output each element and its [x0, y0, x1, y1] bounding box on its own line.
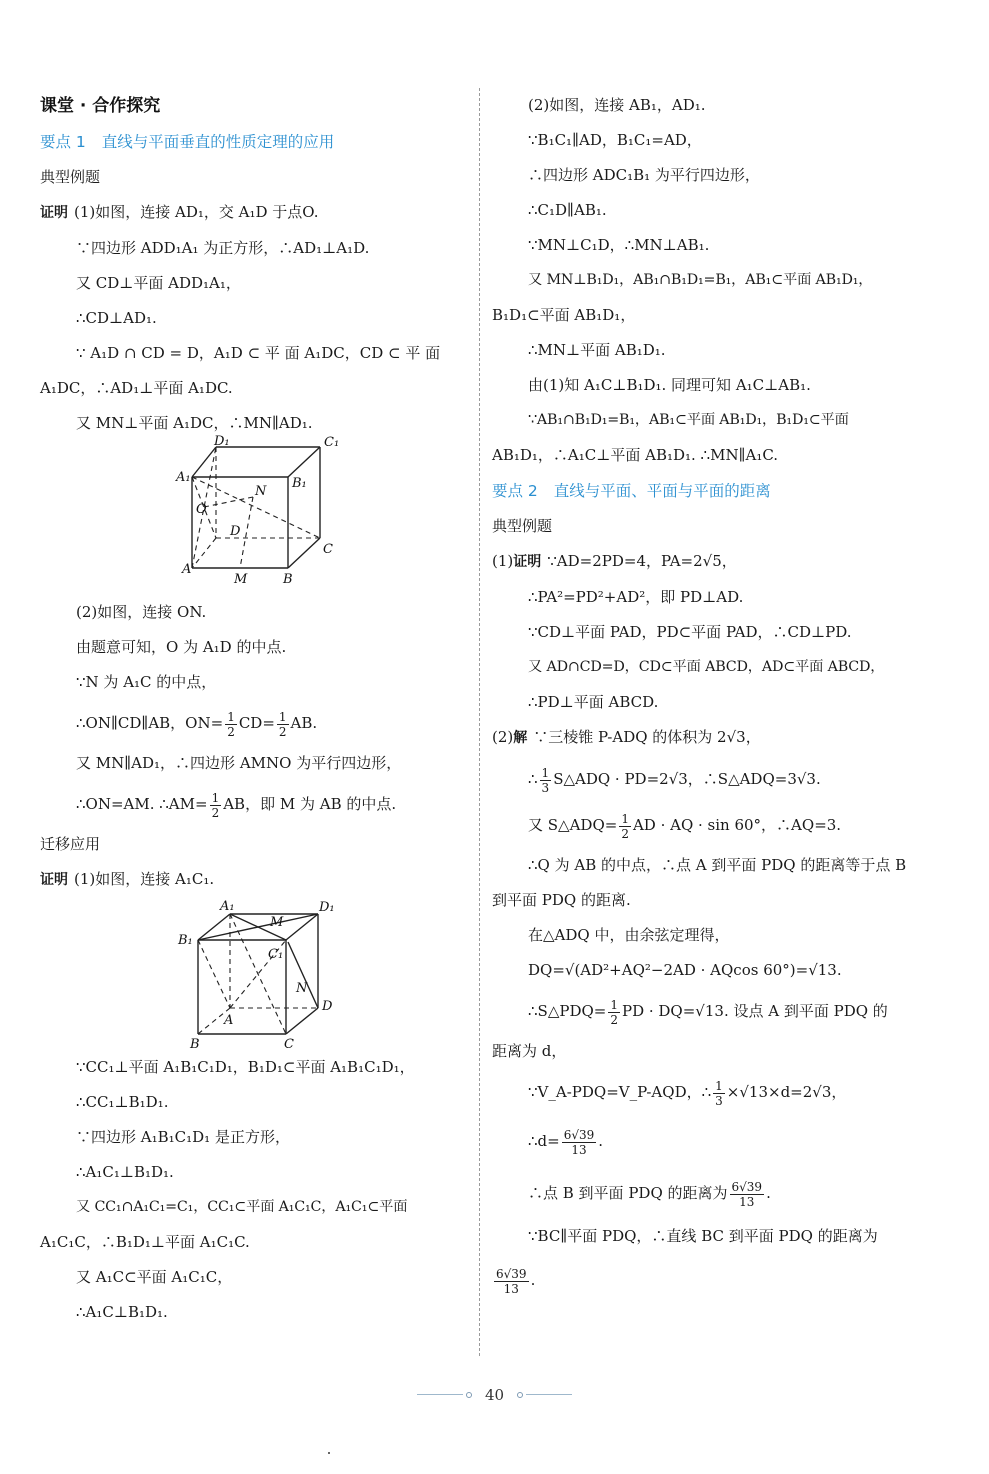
area-equation — [492, 802, 922, 848]
solution-label: 解 — [513, 730, 528, 746]
text-line: ∴四边形 ADC₁B₁ 为平行四边形， — [528, 166, 760, 184]
fig1-label-D1: D₁ — [214, 434, 230, 449]
fig1-label-A: A — [182, 562, 192, 577]
key-point-2-text: 直线与平面、平面与平面的距离 — [553, 482, 771, 500]
fig1-label-B: B — [283, 572, 293, 587]
denominator: 2 — [227, 724, 235, 739]
fraction — [225, 710, 237, 739]
volume-equation — [492, 756, 922, 802]
eq-text: . — [598, 1132, 604, 1150]
text-line: 又 A₁C⊂平面 A₁C₁C， — [76, 1268, 233, 1286]
part1-line-first — [492, 544, 922, 580]
text-line: ∵ A₁D ∩ CD = D，A₁D ⊂ 平 面 A₁DC，CD ⊂ 平 面 — [76, 344, 441, 362]
footer-dot — [466, 1392, 472, 1398]
section-title: 课堂 · 合作探究 — [40, 96, 161, 116]
eq-text: AB. — [290, 714, 318, 732]
proof-label-right: 证明 — [513, 554, 542, 570]
fig1-label-C: C — [323, 542, 333, 557]
numerator: 1 — [278, 709, 287, 724]
key-point-2-label: 要点 2 — [492, 482, 538, 500]
numerator: 1 — [211, 790, 220, 805]
footer-rule-left — [417, 1394, 463, 1395]
cube-figure-1 — [40, 434, 465, 593]
denominator: 13 — [739, 1194, 755, 1209]
fig2-label-M: M — [270, 915, 284, 930]
text-line: ∵AB₁∩B₁D₁=B₁，AB₁⊂平面 AB₁D₁，B₁D₁⊂平面 — [528, 412, 849, 428]
eq-text: AD · AQ · sin 60°，∴AQ=3. — [632, 816, 842, 834]
part-prefix: (2) — [492, 728, 514, 746]
page-footer — [0, 1384, 989, 1404]
text-line: ∴MN⊥平面 AB₁D₁. — [528, 341, 666, 359]
d-equation — [492, 1115, 922, 1167]
fig2-label-D1: D₁ — [319, 900, 335, 915]
denominator: 2 — [610, 1012, 618, 1027]
text-line: 又 CD⊥平面 ADD₁A₁， — [76, 274, 241, 292]
proof2-line-first — [40, 862, 465, 898]
numerator: 6√39 — [496, 1266, 527, 1281]
proof-label: 证明 — [40, 205, 68, 221]
example-label-right: 典型例题 — [492, 517, 553, 535]
text-line: ∵四边形 A₁B₁C₁D₁ 是正方形， — [76, 1128, 290, 1146]
text-line: 又 AD∩CD=D，CD⊂平面 ABCD，AD⊂平面 ABCD， — [528, 659, 885, 675]
text-line: 由(1)知 A₁C⊥B₁D₁. 同理可知 A₁C⊥AB₁. — [528, 376, 811, 394]
fig1-label-A1: A₁ — [176, 470, 191, 485]
numerator: 1 — [610, 997, 618, 1012]
text-line: (2)如图，连接 AB₁，AD₁. — [528, 96, 706, 114]
example-label-left: 典型例题 — [40, 168, 101, 186]
proof-text: (1)如图，连接 AD₁，交 A₁D 于点O. — [74, 203, 319, 221]
text-line: ∵四边形 ADD₁A₁ 为正方形，∴AD₁⊥A₁D. — [76, 239, 370, 257]
text-line: A₁DC，∴AD₁⊥平面 A₁DC. — [40, 379, 233, 397]
eq-text: S△ADQ · PD=2√3，∴S△ADQ=3√3. — [553, 770, 821, 788]
text-line: 到平面 PDQ 的距离. — [492, 891, 631, 909]
key-point-1-label: 要点 1 — [40, 133, 86, 151]
fig1-label-M: M — [234, 572, 248, 587]
fraction — [277, 710, 289, 739]
numerator: 1 — [715, 1078, 723, 1093]
eq-text: ∴S△PDQ= — [528, 1002, 607, 1020]
text-line: ∴Q 为 AB 的中点，∴点 A 到平面 PDQ 的距离等于点 B — [528, 856, 907, 874]
volume-equality-equation — [492, 1069, 922, 1115]
numerator: 6√39 — [563, 1127, 595, 1142]
part-prefix: (1) — [492, 552, 514, 570]
fraction — [540, 766, 552, 795]
text-line: ∴A₁C⊥B₁D₁. — [76, 1303, 168, 1321]
eq-text: . — [766, 1184, 771, 1202]
text-line: 距离为 d， — [492, 1042, 567, 1060]
proof2-text: (1)如图，连接 A₁C₁. — [74, 870, 215, 888]
text-line: 由题意可知，O 为 A₁D 的中点. — [76, 638, 287, 656]
text-line: AB₁D₁，∴A₁C⊥平面 AB₁D₁. ∴MN∥A₁C. — [492, 446, 779, 464]
text-line: 又 CC₁∩A₁C₁=C₁，CC₁⊂平面 A₁C₁C，A₁C₁⊂平面 — [76, 1199, 408, 1215]
eq-text: CD= — [238, 714, 275, 732]
text-line: ∴A₁C₁⊥B₁D₁. — [76, 1163, 174, 1181]
right-column — [492, 88, 922, 1306]
text-line: ∴PD⊥平面 ABCD. — [528, 693, 659, 711]
text-line: ∴PA²=PD²+AD²，即 PD⊥AD. — [528, 588, 744, 606]
fig2-label-A: A — [224, 1013, 234, 1028]
key-point-2-heading — [492, 473, 922, 509]
scan-speck — [328, 1452, 330, 1454]
page-number: 40 — [484, 1385, 505, 1404]
text-line: ∴CC₁⊥B₁D₁. — [76, 1093, 169, 1111]
transfer-label: 迁移应用 — [40, 835, 101, 853]
text-line: 在△ADQ 中，由余弦定理得， — [528, 926, 730, 944]
eq-text: . — [530, 1271, 536, 1289]
eq-text: ∴ON=AM. ∴AM= — [76, 795, 208, 813]
text-line: ∵MN⊥C₁D，∴MN⊥AB₁. — [528, 236, 710, 254]
fraction — [713, 1079, 725, 1108]
fig1-label-B1: B₁ — [292, 476, 307, 491]
text-line: ∵CC₁⊥平面 A₁B₁C₁D₁，B₁D₁⊂平面 A₁B₁C₁D₁， — [76, 1058, 415, 1076]
fraction — [210, 791, 222, 820]
text-line: (2)如图，连接 ON. — [76, 603, 207, 621]
distance-b-equation — [492, 1167, 922, 1219]
denominator: 3 — [541, 780, 550, 795]
on-equation — [40, 700, 465, 746]
cube-figure-2 — [40, 899, 465, 1052]
numerator: 6√39 — [731, 1179, 763, 1194]
denominator: 2 — [211, 805, 220, 820]
eq-text: AB，即 M 为 AB 的中点. — [223, 795, 397, 813]
fraction — [494, 1267, 529, 1296]
text-line: ∵B₁C₁∥AD，B₁C₁=AD， — [528, 131, 702, 149]
fraction — [730, 1180, 765, 1209]
final-answer — [492, 1254, 922, 1306]
text-line: ∵CD⊥平面 PAD，PD⊂平面 PAD，∴CD⊥PD. — [528, 623, 852, 641]
denominator: 2 — [278, 724, 287, 739]
fraction — [608, 998, 620, 1027]
fig2-label-C: C — [284, 1037, 294, 1052]
numerator: 1 — [227, 709, 235, 724]
text-line: ∵BC∥平面 PDQ，∴直线 BC 到平面 PDQ 的距离为 — [528, 1227, 878, 1245]
text-line: ∵N 为 A₁C 的中点， — [76, 673, 217, 691]
denominator: 13 — [571, 1142, 587, 1157]
fig2-label-D: D — [322, 999, 333, 1014]
text-line: ∴CD⊥AD₁. — [76, 309, 157, 327]
eq-text: ∴d= — [528, 1132, 560, 1150]
text-line: 又 MN⊥B₁D₁，AB₁∩B₁D₁=B₁，AB₁⊂平面 AB₁D₁， — [528, 272, 873, 288]
proof-line-first — [40, 195, 465, 231]
denominator: 2 — [621, 826, 629, 841]
eq-text: ∵V_A-PDQ=V_P-AQD，∴ — [528, 1083, 712, 1101]
proof-text: ∵AD=2PD=4，PA=2√5， — [547, 552, 737, 570]
numerator: 1 — [541, 765, 550, 780]
part2-line-first — [492, 720, 922, 756]
column-divider — [479, 88, 480, 1356]
am-equation — [40, 781, 465, 827]
eq-text: PD · DQ=√13. 设点 A 到平面 PDQ 的 — [621, 1002, 888, 1020]
key-point-1-text: 直线与平面垂直的性质定理的应用 — [101, 133, 335, 151]
left-column — [40, 88, 465, 1330]
denominator: 13 — [503, 1281, 519, 1296]
fig2-label-B: B — [190, 1037, 200, 1052]
solution-text: ∵三棱锥 P-ADQ 的体积为 2√3， — [533, 728, 761, 746]
numerator: 1 — [621, 811, 629, 826]
eq-text: 又 S△ADQ= — [528, 816, 618, 834]
eq-text: ∴ — [528, 770, 538, 788]
eq-text: ∴ON∥CD∥AB，ON= — [76, 714, 224, 732]
proof2-label: 证明 — [40, 872, 68, 888]
spdq-equation — [492, 988, 922, 1034]
fig1-label-D: D — [230, 524, 241, 539]
text-line: B₁D₁⊂平面 AB₁D₁， — [492, 306, 636, 324]
fig1-label-N: N — [255, 484, 267, 499]
fig2-label-C1: C₁ — [268, 947, 284, 962]
text-line: 又 MN⊥平面 A₁DC，∴MN∥AD₁. — [76, 414, 313, 432]
fig2-label-B1: B₁ — [178, 933, 193, 948]
denominator: 3 — [715, 1093, 723, 1108]
text-line: ∴C₁D∥AB₁. — [528, 201, 607, 219]
fig1-label-C1: C₁ — [324, 435, 340, 450]
fig2-label-A1: A₁ — [220, 899, 235, 914]
text-line: A₁C₁C，∴B₁D₁⊥平面 A₁C₁C. — [40, 1233, 250, 1251]
eq-text: ∴点 B 到平面 PDQ 的距离为 — [528, 1184, 728, 1202]
fig1-label-O: O — [196, 502, 207, 517]
fraction — [562, 1128, 597, 1157]
text-line: 又 MN∥AD₁，∴四边形 AMNO 为平行四边形， — [76, 754, 402, 772]
eq-text: ×√13×d=2√3， — [726, 1083, 847, 1101]
footer-rule-right — [526, 1394, 572, 1395]
fig2-label-N: N — [296, 981, 308, 996]
fraction — [619, 812, 631, 841]
key-point-1-heading — [40, 124, 465, 160]
text-line: DQ=√(AD²+AQ²−2AD · AQcos 60°)=√13. — [528, 961, 842, 979]
footer-dot — [517, 1392, 523, 1398]
